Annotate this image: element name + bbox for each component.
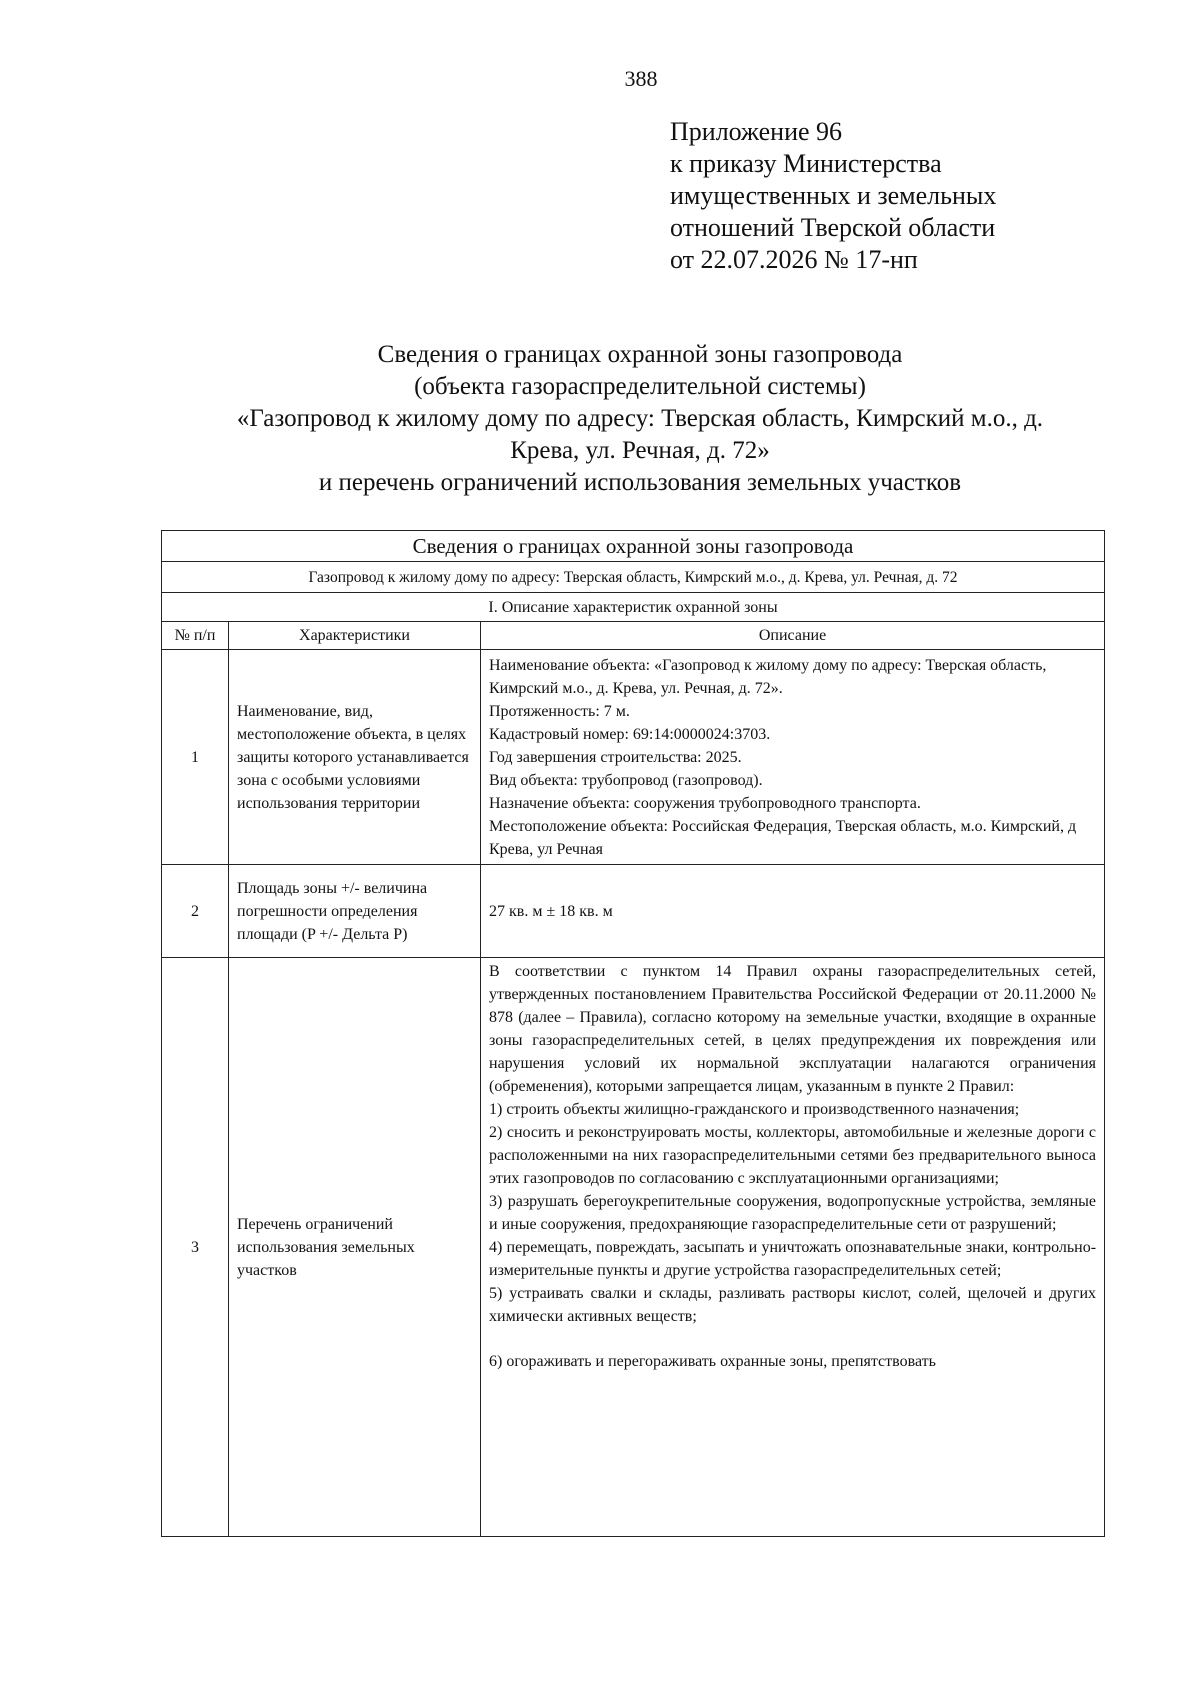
- row-characteristic: Перечень ограничений использования земельных участков: [229, 958, 481, 1537]
- row-characteristic: Наименование, вид, местоположение объекта, в целях защиты которого устанавливается зона с особыми условиями использования территории: [229, 650, 481, 865]
- row-description: [481, 865, 1105, 958]
- zone-info-table: [161, 530, 1105, 1537]
- title-line: и перечень ограничений использования земельных участков: [318, 469, 962, 496]
- title-line: «Газопровод к жилому дому по адресу: Тверская область, Кимрский м.о., д.: [236, 405, 1044, 432]
- table-header-title: Сведения о границах охранной зоны газопровода: [162, 531, 1105, 562]
- description-line: 2) сносить и реконструировать мосты, коллекторы, автомобильные и железные дороги с расположенными на них газораспределительными сетями без предварительного выноса этих газопроводов по согласованию с эксплуатационными организациями;: [489, 1124, 1097, 1187]
- row-number: 3: [162, 958, 229, 1537]
- title-line: (объекта газораспределительной системы): [414, 373, 866, 400]
- appendix-block: [670, 116, 996, 276]
- table-header-object: Газопровод к жилому дому по адресу: Тверская область, Кимрский м.о., д. Крева, ул. Речная, д. 72: [162, 562, 1105, 593]
- page-number: 388: [624, 66, 658, 91]
- row-description: [481, 650, 1105, 865]
- row-number: 2: [162, 865, 229, 958]
- description-line: 5) устраивать свалки и склады, разливать растворы кислот, солей, щелочей и других химически активных веществ;: [489, 1285, 1097, 1325]
- table-row: [162, 865, 1105, 958]
- title-line: Крева, ул. Речная, д. 72»: [510, 437, 770, 464]
- row-description: [481, 958, 1105, 1537]
- document-title: [170, 339, 1110, 499]
- description-line: Местоположение объекта: Российская Федерация, Тверская область, м.о. Кимрский, д Крева, ул Речная: [489, 817, 1077, 858]
- description-line: 4) перемещать, повреждать, засыпать и уничтожать опознавательные знаки, контрольно-измерительные пункты и другие устройства газораспределительных сетей;: [489, 1239, 1097, 1279]
- description-line: Протяженность: 7 м.: [489, 702, 630, 720]
- table-row: [162, 650, 1105, 865]
- description-line: Наименование объекта: «Газопровод к жилому дому по адресу: Тверская область, Кимрский м.о., д. Крева, ул. Речная, д. 72».: [489, 656, 1047, 697]
- appendix-line: отношений Тверской области: [670, 213, 996, 242]
- description-line: Вид объекта: трубопровод (газопровод).: [489, 771, 763, 789]
- description-line: Назначение объекта: сооружения трубопроводного транспорта.: [489, 794, 921, 812]
- description-line: 3) разрушать берегоукрепительные сооружения, водопропускные устройства, земляные и иные сооружения, предохраняющие газораспределительные сети от разрушений;: [489, 1193, 1097, 1233]
- appendix-line: к приказу Министерства: [670, 149, 942, 178]
- appendix-line: имущественных и земельных: [670, 181, 997, 210]
- column-header-description: Описание: [481, 622, 1105, 650]
- column-header-num: № п/п: [162, 622, 229, 650]
- appendix-line: Приложение 96: [670, 117, 843, 146]
- row-characteristic: Площадь зоны +/- величина погрешности определения площади (P +/- Дельта P): [229, 865, 481, 958]
- description-line: Кадастровый номер: 69:14:0000024:3703.: [489, 725, 771, 743]
- row-number: 1: [162, 650, 229, 865]
- description-line: 1) строить объекты жилищно-гражданского и производственного назначения;: [489, 1101, 1020, 1118]
- column-header-characteristics: Характеристики: [229, 622, 481, 650]
- title-line: Сведения о границах охранной зоны газопровода: [377, 341, 903, 368]
- paragraph-gap: [489, 1328, 1096, 1350]
- table-section-title: I. Описание характеристик охранной зоны: [162, 593, 1105, 622]
- description-line: В соответствии с пунктом 14 Правил охраны газораспределительных сетей, утвержденных постановлением Правительства Российской Федерации от 20.11.2000 № 878 (далее – Правила), согласно которому на земельные участки, входящие в охранные зоны газораспределительных сетей, в целях предупреждения их повреждения или нарушения условий их нормальной эксплуатации налагаются ограничения (обременения), которыми запрещается лицам, указанным в пункте 2 Правил:: [489, 963, 1097, 1095]
- appendix-line: от 22.07.2026 № 17-нп: [670, 245, 918, 274]
- table-row: [162, 958, 1105, 1537]
- description-line: Год завершения строительства: 2025.: [489, 748, 742, 766]
- description-line: 27 кв. м ± 18 кв. м: [489, 902, 613, 920]
- description-line: 6) огораживать и перегораживать охранные зоны, препятствовать: [489, 1353, 936, 1370]
